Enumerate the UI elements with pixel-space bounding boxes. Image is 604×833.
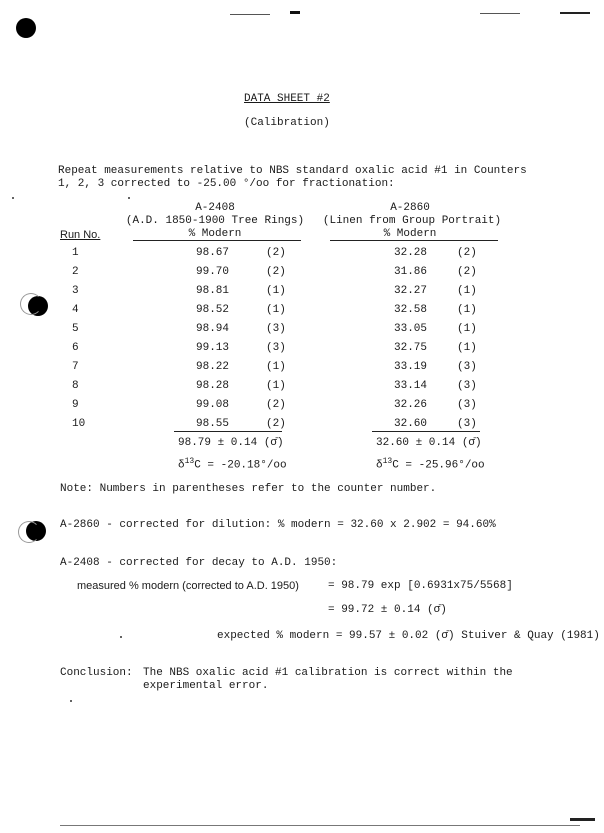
col-a-value: 98.67 xyxy=(196,247,230,259)
col-b-counter: (2) xyxy=(457,266,477,278)
col-b-id: A-2860 xyxy=(390,202,430,214)
run-number: 5 xyxy=(72,323,79,335)
delta-superscript: 13 xyxy=(382,457,393,466)
col-b-counter: (1) xyxy=(457,342,477,354)
scan-artifact-bottom xyxy=(60,825,580,826)
conclusion-line-1: The NBS oxalic acid #1 calibration is correct within the xyxy=(143,667,513,679)
col-b-counter: (1) xyxy=(457,285,477,297)
col-a-counter: (1) xyxy=(266,304,286,316)
scan-speck xyxy=(70,700,72,702)
conclusion-label: Conclusion: xyxy=(60,667,133,679)
col-b-value: 33.05 xyxy=(394,323,428,335)
run-number: 3 xyxy=(72,285,79,297)
intro-line-1: Repeat measurements relative to NBS standard oxalic acid #1 in Counters xyxy=(58,165,527,177)
col-a-counter: (2) xyxy=(266,418,286,430)
delta-superscript: 13 xyxy=(184,457,195,466)
col-a-mean: 98.79 ± 0.14 (σ̄) xyxy=(178,437,284,449)
col-b-value: 32.27 xyxy=(394,285,428,297)
run-number: 7 xyxy=(72,361,79,373)
col-b-desc: (Linen from Group Portrait) xyxy=(322,215,502,227)
delta-symbol: δ xyxy=(178,459,185,472)
scan-artifact-bottom xyxy=(570,818,595,821)
col-a-mean-rule xyxy=(174,431,282,432)
col-b-counter: (1) xyxy=(457,304,477,316)
col-b-mean: 32.60 ± 0.14 (σ̄) xyxy=(376,437,482,449)
col-a-desc: (A.D. 1850-1900 Tree Rings) xyxy=(125,215,305,227)
col-b-mean-rule xyxy=(372,431,480,432)
punch-hole-middle-shadow xyxy=(20,293,42,315)
run-number: 10 xyxy=(72,418,86,430)
delta-value: C = -25.96°/oo xyxy=(392,459,485,472)
col-a-counter: (2) xyxy=(266,247,286,259)
run-number: 4 xyxy=(72,304,79,316)
expected-line: expected % modern = 99.57 ± 0.02 (σ̄) Stuiver & Quay (1981) xyxy=(217,630,600,642)
col-b-value: 31.86 xyxy=(394,266,428,278)
scan-artifact-top xyxy=(230,14,270,15)
col-b-unit: % Modern xyxy=(383,228,437,240)
col-b-value: 32.58 xyxy=(394,304,428,316)
scan-artifact-top xyxy=(290,11,300,14)
note: Note: Numbers in parentheses refer to the counter number. xyxy=(60,483,437,495)
scan-artifact-top xyxy=(560,12,590,14)
dilution-line: A-2860 - corrected for dilution: % modern = 32.60 x 2.902 = 94.60% xyxy=(60,519,496,531)
scan-speck xyxy=(128,197,130,199)
col-a-value: 98.94 xyxy=(196,323,230,335)
col-b-counter: (3) xyxy=(457,380,477,392)
col-a-counter: (1) xyxy=(266,285,286,297)
run-number: 9 xyxy=(72,399,79,411)
col-a-counter: (1) xyxy=(266,361,286,373)
intro-line-2: 1, 2, 3 corrected to -25.00 °/oo for fractionation: xyxy=(58,178,395,190)
col-b-value: 32.26 xyxy=(394,399,428,411)
col-a-counter: (3) xyxy=(266,342,286,354)
measured-equation-1: = 98.79 exp [0.6931x75/5568] xyxy=(328,580,513,592)
conclusion-line-2: experimental error. xyxy=(143,680,269,692)
col-b-counter: (3) xyxy=(457,399,477,411)
col-a-value: 98.55 xyxy=(196,418,230,430)
scan-speck xyxy=(12,197,14,199)
col-a-value: 98.22 xyxy=(196,361,230,373)
delta-value: C = -20.18°/oo xyxy=(194,459,287,472)
col-b-header-rule xyxy=(330,240,498,241)
run-number: 8 xyxy=(72,380,79,392)
col-a-unit: % Modern xyxy=(188,228,242,240)
run-number: 1 xyxy=(72,247,79,259)
punch-hole-top xyxy=(16,18,36,38)
col-b-value: 33.19 xyxy=(394,361,428,373)
run-number: 2 xyxy=(72,266,79,278)
punch-hole-lower-shadow xyxy=(18,521,40,543)
measured-equation-2: = 99.72 ± 0.14 (σ̄) xyxy=(328,604,447,616)
col-a-counter: (3) xyxy=(266,323,286,335)
col-b-counter: (1) xyxy=(457,323,477,335)
col-a-counter: (2) xyxy=(266,266,286,278)
col-b-counter: (2) xyxy=(457,247,477,259)
col-b-counter: (3) xyxy=(457,418,477,430)
scan-artifact-top xyxy=(480,13,520,14)
col-a-id: A-2408 xyxy=(195,202,235,214)
decay-line: A-2408 - corrected for decay to A.D. 1950: xyxy=(60,557,338,569)
page-title: DATA SHEET #2 xyxy=(244,93,330,105)
col-a-counter: (1) xyxy=(266,380,286,392)
col-b-value: 33.14 xyxy=(394,380,428,392)
delta-symbol: δ xyxy=(376,459,383,472)
col-a-value: 99.70 xyxy=(196,266,230,278)
col-b-value: 32.28 xyxy=(394,247,428,259)
col-b-value: 32.75 xyxy=(394,342,428,354)
col-a-value: 98.52 xyxy=(196,304,230,316)
col-a-counter: (2) xyxy=(266,399,286,411)
col-a-header-rule xyxy=(133,240,301,241)
run-number: 6 xyxy=(72,342,79,354)
col-a-value: 99.08 xyxy=(196,399,230,411)
col-a-value: 99.13 xyxy=(196,342,230,354)
col-a-value: 98.81 xyxy=(196,285,230,297)
col-a-value: 98.28 xyxy=(196,380,230,392)
col-a-delta xyxy=(178,457,287,472)
col-b-counter: (3) xyxy=(457,361,477,373)
page-subtitle: (Calibration) xyxy=(244,117,330,129)
col-b-delta xyxy=(376,457,485,472)
scan-speck xyxy=(120,636,122,638)
run-no-header: Run No. xyxy=(60,229,101,241)
col-b-value: 32.60 xyxy=(394,418,428,430)
measured-label: measured % modern (corrected to A.D. 1950) xyxy=(77,580,299,592)
